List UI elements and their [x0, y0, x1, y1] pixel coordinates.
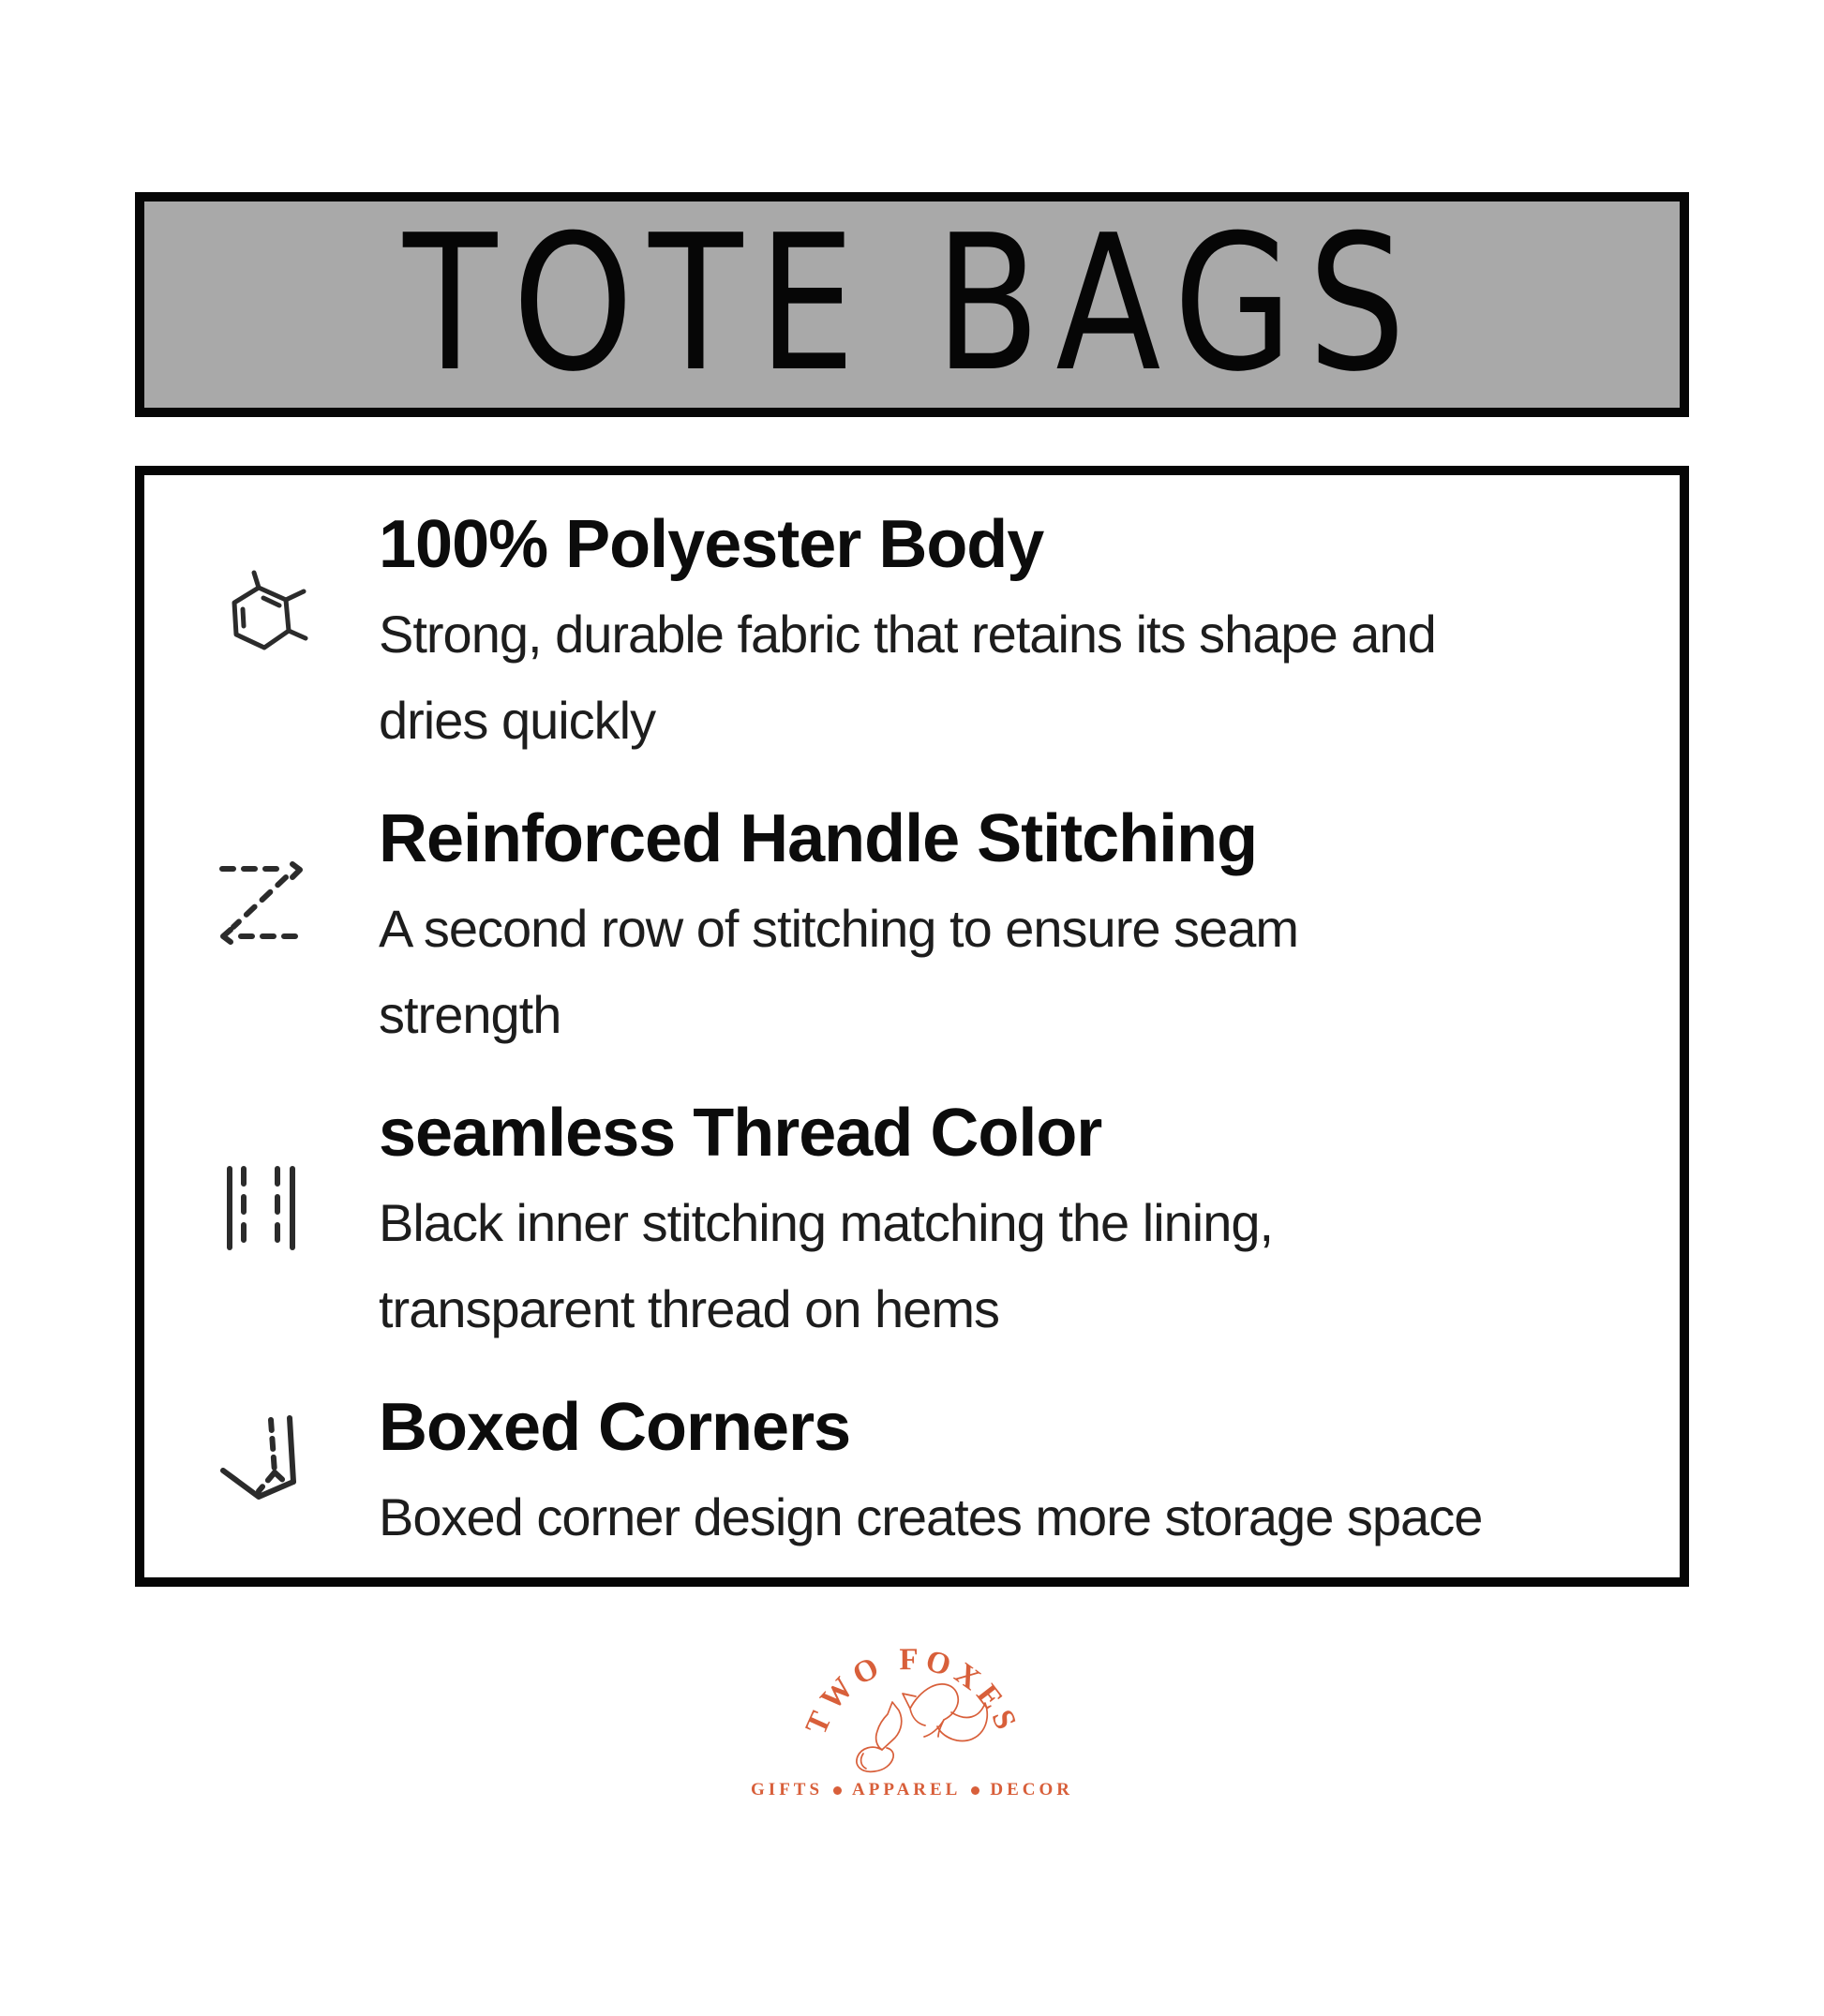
feature-text	[379, 507, 1635, 764]
boxed-corner-icon	[212, 1412, 311, 1517]
feature-row-stitching	[144, 801, 1652, 1058]
feature-heading: Reinforced Handle Stitching	[379, 801, 1258, 876]
feature-text	[379, 1096, 1635, 1352]
zigzag-stitch-icon	[213, 854, 310, 951]
tagline-word: DECOR	[990, 1780, 1073, 1799]
brand-logo	[751, 1634, 1073, 1800]
features-box	[135, 466, 1689, 1587]
feature-row-thread	[144, 1096, 1652, 1352]
feature-body-line: Boxed corner design creates more storage space	[379, 1487, 1483, 1546]
tagline-word: GIFTS	[751, 1780, 824, 1799]
feature-heading: 100% Polyester Body	[379, 507, 1044, 582]
fox-left	[876, 1702, 902, 1750]
brand-tagline	[751, 1780, 1073, 1800]
dot-separator-icon	[971, 1786, 979, 1795]
feature-body-line: Strong, durable fabric that retains its shape and	[379, 605, 1436, 664]
feature-icon-cell	[144, 1390, 379, 1561]
feature-heading: seamless Thread Color	[379, 1096, 1102, 1171]
thread-seam-lines-icon	[218, 1163, 305, 1253]
feature-body-line: strength	[379, 985, 561, 1044]
feature-row-polyester	[144, 507, 1652, 764]
feature-text	[379, 1390, 1635, 1561]
feature-icon-cell	[144, 1096, 379, 1352]
feature-body-line: A second row of stitching to ensure seam	[379, 899, 1298, 958]
feature-body-line: dries quickly	[379, 691, 656, 750]
feature-body-line: Black inner stitching matching the lining,	[379, 1193, 1274, 1252]
fox-right	[903, 1684, 958, 1725]
feature-icon-cell	[144, 801, 379, 1058]
feature-body-line: transparent thread on hems	[379, 1279, 999, 1338]
fabric-polymer-hexagon-icon	[215, 569, 308, 667]
page-title: TOTE BAGS	[403, 195, 1421, 413]
dot-separator-icon	[833, 1786, 842, 1795]
feature-heading: Boxed Corners	[379, 1390, 851, 1465]
feature-text	[379, 801, 1635, 1058]
feature-row-corners	[144, 1390, 1652, 1561]
brand-arc-text: TWO FOXES	[799, 1642, 1025, 1740]
tagline-word: APPAREL	[852, 1780, 962, 1799]
page	[0, 192, 1824, 2016]
feature-icon-cell	[144, 507, 379, 764]
brand-logo-art	[790, 1634, 1034, 1776]
title-banner	[135, 192, 1689, 417]
